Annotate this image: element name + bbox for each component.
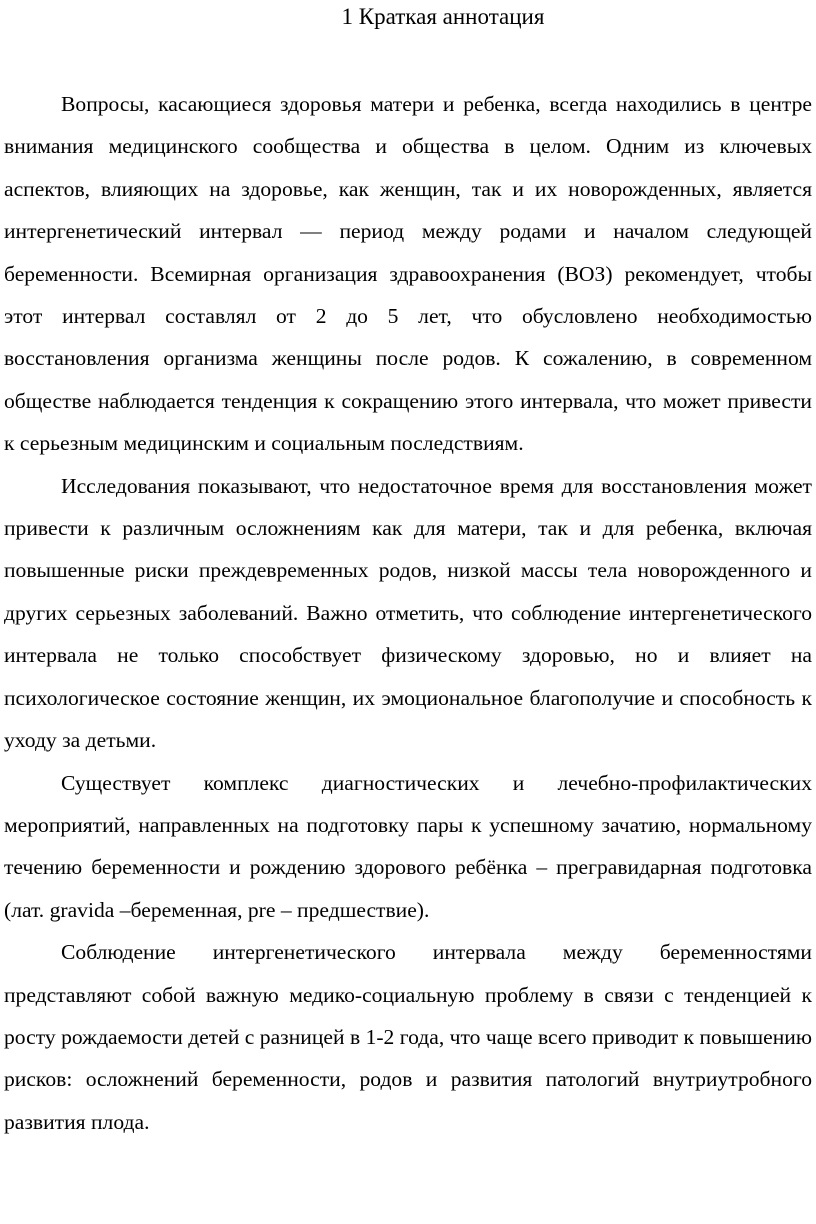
paragraph-4: Соблюдение интергенетического интервала между беременностями представляют собой важную медико-социальную проблему в связи с тенденцией к росту рождаемости детей с разницей в 1-2 года, что чаще всего приводит к повышению рисков: осложнений беременности, родов и развития патологий внутриутробного развития плода. xyxy=(4,940,812,1134)
paragraph-1: Вопросы, касающиеся здоровья матери и ребенка, всегда находились в центре внимания медицинского сообщества и общества в целом. Одним из ключевых аспектов, влияющих на здоровье, как женщин, так и их новорожденных, является интергенетический интервал — период между родами и началом следующей беременности. Всемирная организация здравоохранения (ВОЗ) рекомендует, чтобы этот интервал составлял от 2 до 5 лет, что обусловлено необходимостью восстановления организма женщины после родов. К сожалению, в современном обществе наблюдается тенденция к сокращению этого интервала, что может привести к серьезным медицинским и социальным последствиям. xyxy=(4,92,812,456)
document-page xyxy=(4,0,812,1143)
document-title: 1 Краткая аннотация xyxy=(341,4,545,29)
paragraph-2: Исследования показывают, что недостаточное время для восстановления может привести к различным осложнениям как для матери, так и для ребенка, включая повышенные риски преждевременных родов, низкой массы тела новорожденного и других серьезных заболеваний. Важно отметить, что соблюдение интергенетического интервала не только способствует физическому здоровью, но и влияет на психологическое состояние женщин, их эмоциональное благополучие и способность к уходу за детьми. xyxy=(4,473,812,753)
paragraph-3: Существует комплекс диагностических и лечебно-профилактических мероприятий, направленных на подготовку пары к успешному зачатию, нормальному течению беременности и рождению здорового ребёнка – прегравидарная подготовка (лат. gravida –беременная, pre – предшествие). xyxy=(4,770,812,922)
